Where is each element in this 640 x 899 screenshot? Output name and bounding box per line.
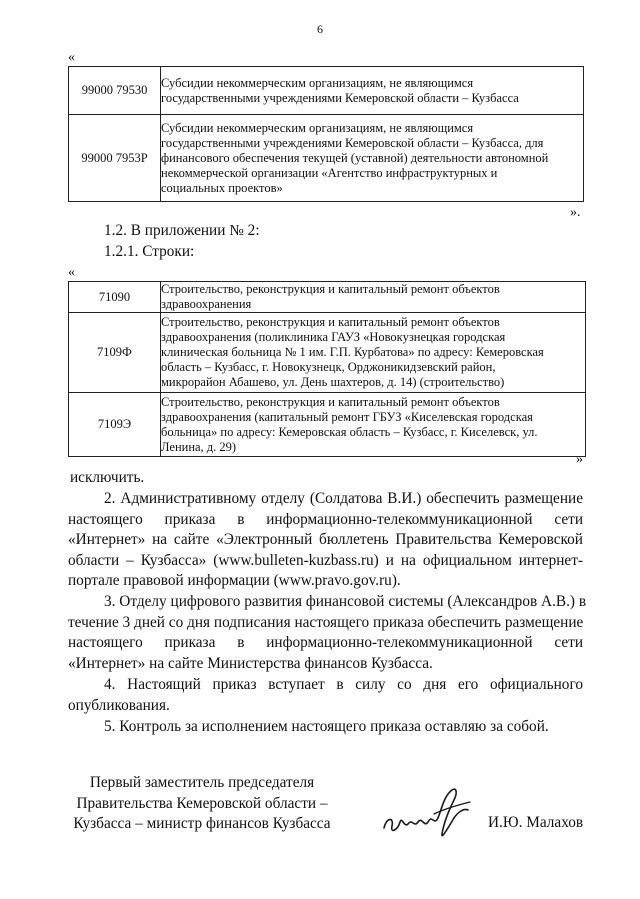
table-cell-code: 7109Э [69, 393, 161, 457]
signatory-title-line: Кузбасса – министр финансов Кузбасса [73, 815, 331, 833]
table-cell-text [161, 282, 586, 313]
cell-line: государственными учреждениями Кемеровской области – Кузбасса [161, 90, 519, 105]
section-1-2-1: 1.2.1. Строки: [104, 243, 195, 260]
cell-line: Субсидии некоммерческим организациям, не являющимся [161, 75, 474, 90]
table-cell-text [161, 67, 584, 115]
table-cell-code: 99000 79530 [69, 67, 161, 115]
table-cell-code: 99000 7953Р [69, 115, 161, 202]
cell-line: государственными учреждениями Кемеровской области – Кузбасса, для [161, 135, 544, 150]
table-row [69, 393, 586, 457]
signatory-title-line: Правительства Кемеровской области – [76, 794, 328, 812]
paragraph-line: области – Кузбасса» (www.bulleten-kuzbass.ru) и на официальном интернет- [68, 551, 583, 569]
section-1-2: 1.2. В приложении № 2: [104, 222, 260, 239]
cell-line: Строительство, реконструкция и капитальный ремонт объектов [161, 394, 500, 409]
paragraph-5 [68, 717, 583, 738]
paragraph-line: «Интернет» на сайте «Электронный бюллетень Правительства Кемеровской [68, 531, 583, 549]
paragraph-3 [68, 592, 587, 674]
cell-line: область – Кузбасс, г. Новокузнецк, Орджоникидзевский район, [161, 360, 496, 374]
exclude-text: исключить. [70, 469, 145, 486]
paragraph-line: 5. Контроль за исполнением настоящего приказа оставляю за собой. [104, 718, 549, 735]
cell-line: финансового обеспечения текущей (уставной) деятельности автономной [161, 150, 549, 165]
signatory-title [66, 773, 338, 835]
quote-open-2: « [68, 265, 75, 280]
quote-open-1: « [68, 50, 75, 65]
cell-line: Субсидии некоммерческим организациям, не являющимся [161, 120, 474, 135]
cell-line: микрорайон Абашево, ул. День шахтеров, д. 14) (строительство) [161, 375, 505, 389]
quote-close-1: ». [570, 205, 581, 220]
signatory-title-line: Первый заместитель председателя [89, 774, 315, 791]
table-row [69, 313, 586, 393]
cell-line: Ленина, д. 29) [161, 439, 237, 454]
table-cell-text [161, 393, 586, 457]
table-kbk-subsidies [68, 66, 584, 202]
cell-line: Строительство, реконструкция и капитальный ремонт объектов [161, 315, 500, 329]
page-number: 6 [317, 22, 323, 36]
cell-line: Строительство, реконструкция и капитальный ремонт объектов [161, 282, 500, 296]
table-cell-text [161, 313, 586, 393]
table-row [69, 115, 584, 202]
paragraph-line: течение 3 дней со дня подписания настоящего приказа обеспечить размещение [68, 613, 584, 631]
paragraph-line: опубликования. [68, 696, 170, 714]
paragraph-line: «Интернет» на сайте Министерства финансов Кузбасса. [68, 654, 433, 672]
paragraph-line: 4. Настоящий приказ вступает в силу со дня его официального [104, 676, 583, 693]
table-cell-code: 7109Ф [69, 313, 161, 393]
paragraph-line: портале правовой информации (www.pravo.gov.ru). [68, 572, 401, 590]
cell-line: здравоохранения (капитальный ремонт ГБУЗ «Киселевская городская [161, 409, 533, 424]
signatory-name: И.Ю. Малахов [488, 814, 584, 831]
table-cell-code: 71090 [69, 282, 161, 313]
paragraph-4 [68, 675, 583, 716]
handwritten-signature [378, 778, 478, 850]
cell-line: социальных проектов» [161, 180, 283, 195]
cell-line: здравоохранения (поликлиника ГАУЗ «Новокузнецкая городская [161, 330, 506, 344]
quote-close-2: » [576, 452, 583, 467]
table-kbk-construction [68, 281, 586, 457]
cell-line: клиническая больница № 1 им. Г.П. Курбатова» по адресу: Кемеровская [161, 345, 544, 359]
table-row [69, 282, 586, 313]
table-row [69, 67, 584, 115]
paragraph-2 [68, 489, 583, 592]
paragraph-line: настоящего приказа в информационно-телекоммуникационной сети [68, 634, 583, 652]
cell-line: здравоохранения [161, 297, 252, 311]
cell-line: некоммерческой организации «Агентство инфраструктурных и [161, 165, 498, 180]
paragraph-line: 3. Отделу цифрового развития финансовой системы (Александров А.В.) в [104, 593, 587, 610]
paragraph-line: 2. Административному отделу (Солдатова В.И.) обеспечить размещение [104, 490, 583, 507]
paragraph-line: настоящего приказа в информационно-телекоммуникационной сети [68, 510, 583, 528]
table-cell-text [161, 115, 584, 202]
cell-line: больница» по адресу: Кемеровская область – Кузбасс, г. Киселевск, ул. [161, 424, 538, 439]
